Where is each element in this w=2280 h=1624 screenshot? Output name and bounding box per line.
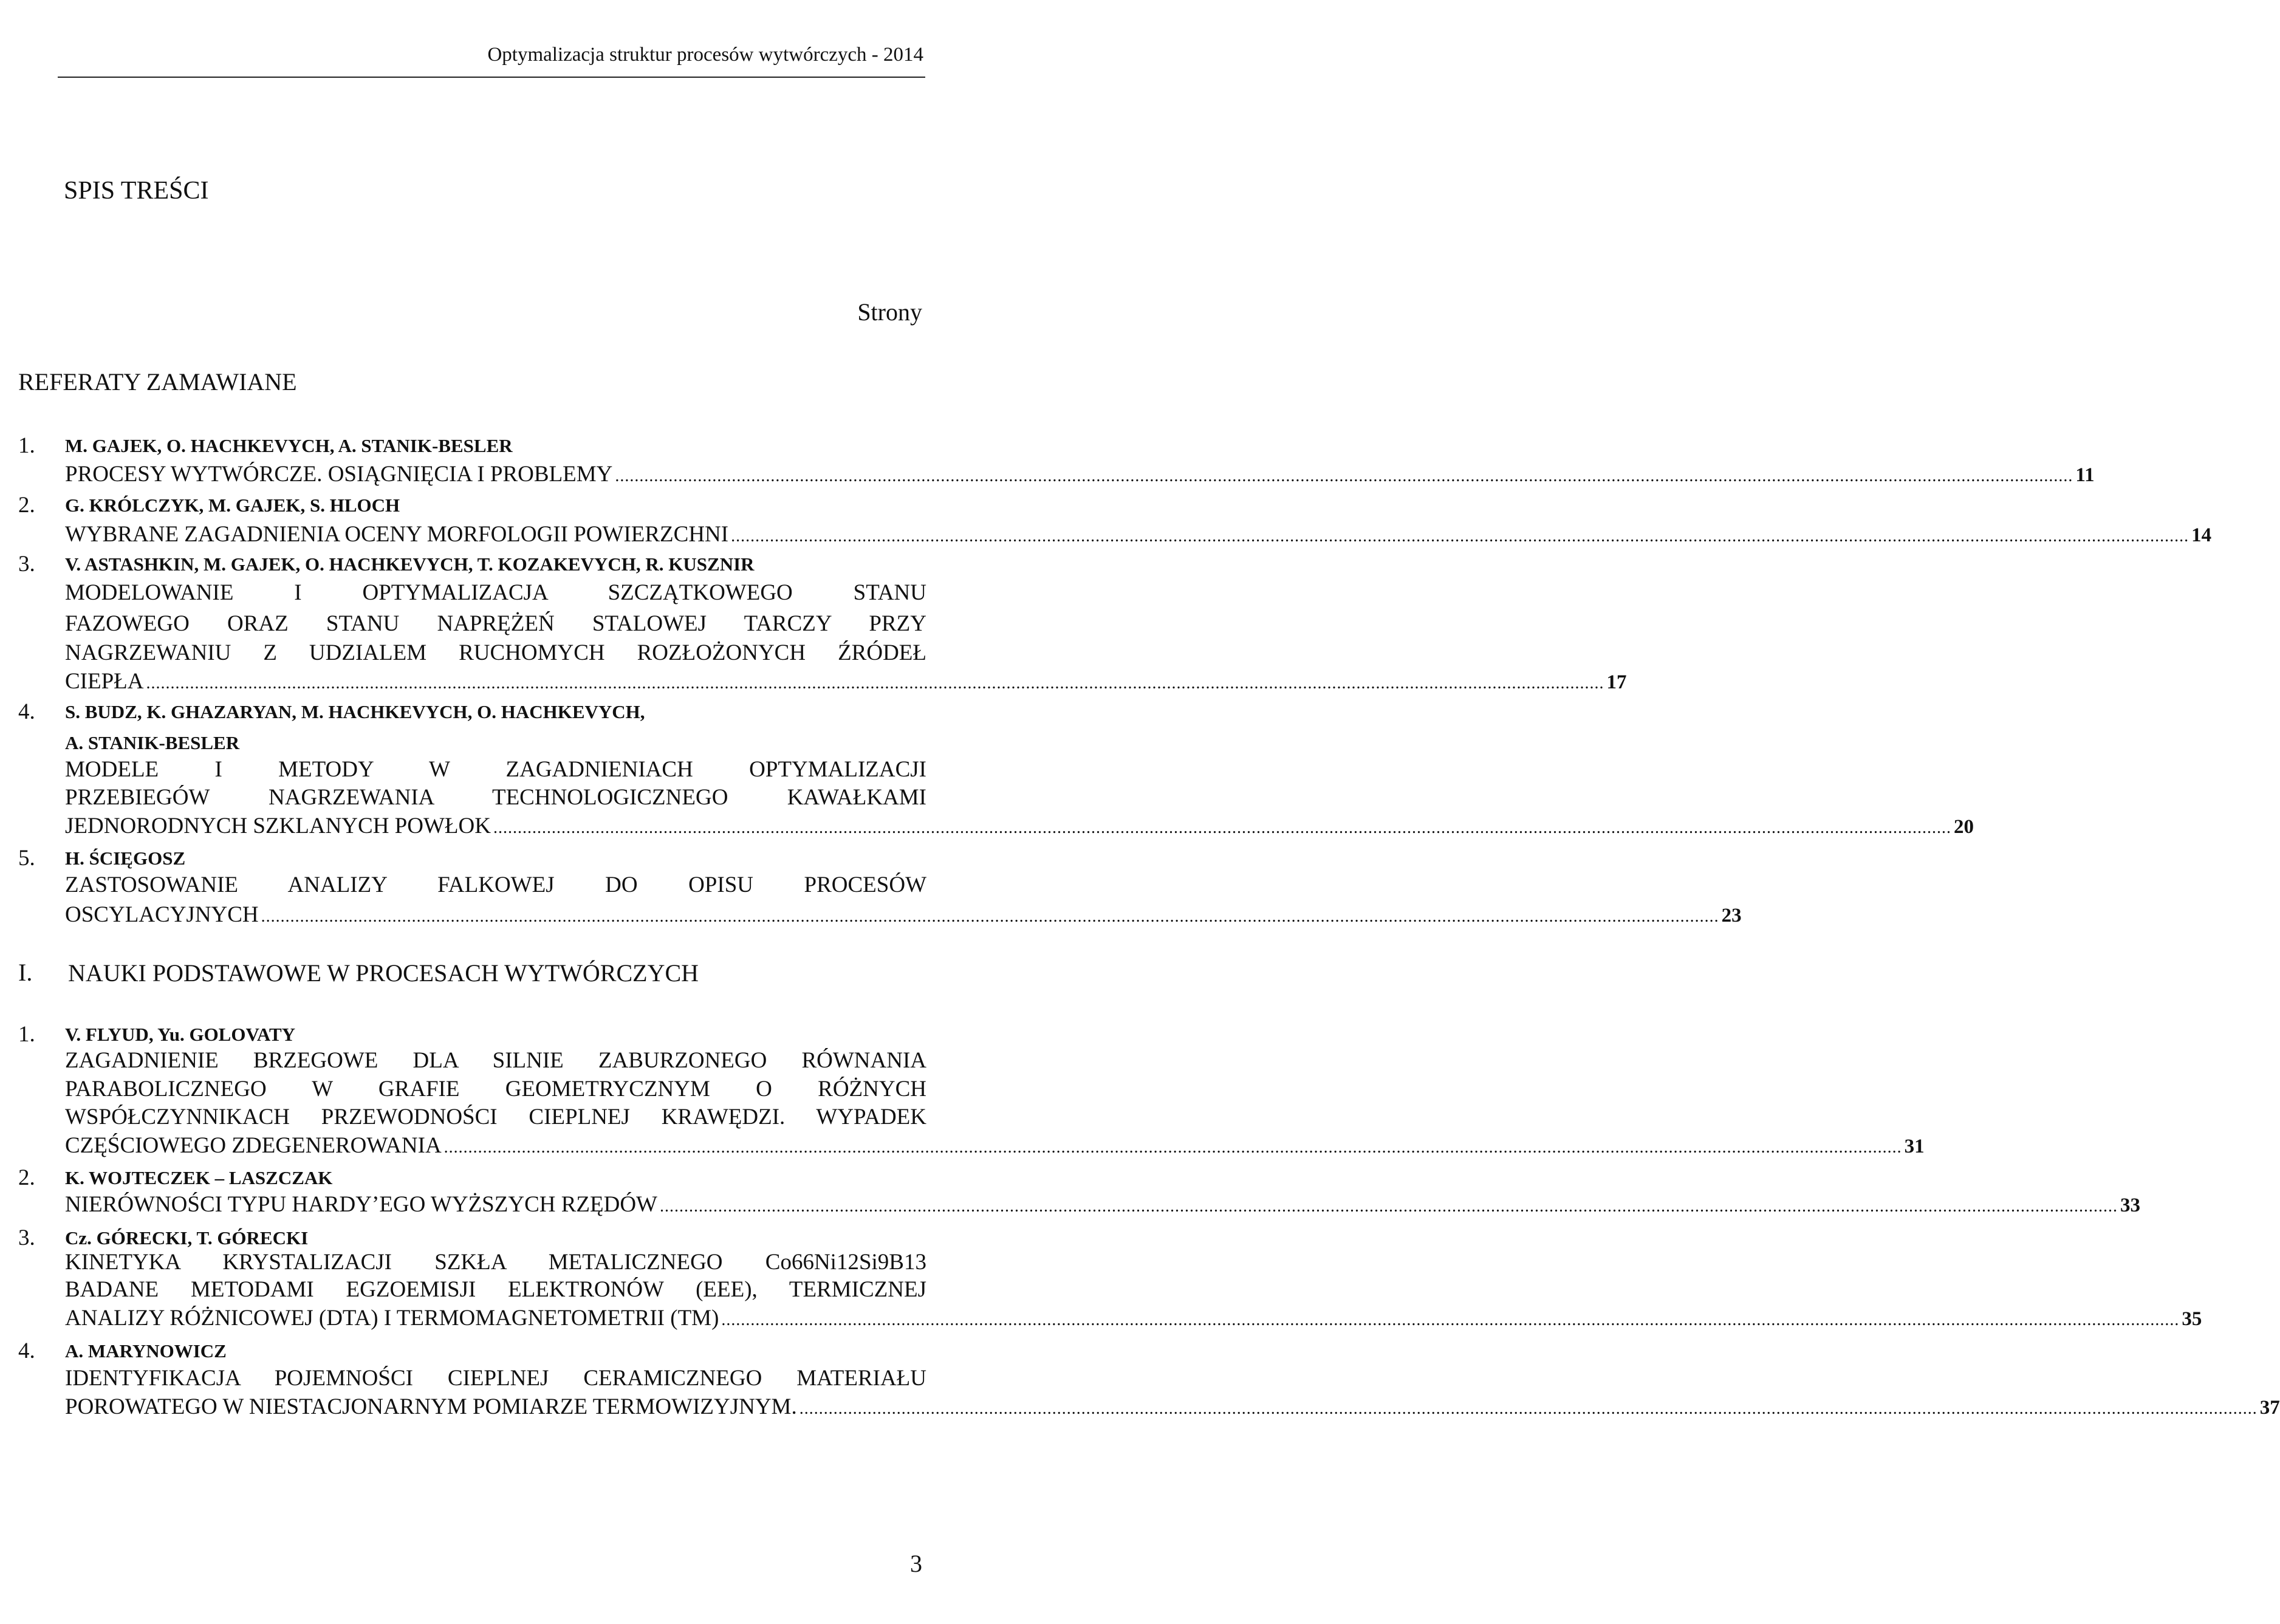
entry-authors: S. BUDZ, K. GHAZARYAN, M. HACHKEVYCH, O. HACHKEVYCH, — [65, 701, 645, 722]
entry-title-text: OSCYLACYJNYCH — [65, 902, 259, 928]
running-head: Optymalizacja struktur procesów wytwórczych - 2014 — [487, 44, 923, 66]
entry-page-link[interactable]: 33 — [2120, 1194, 2140, 1217]
entry-page-link[interactable]: 11 — [2075, 464, 2095, 487]
leader-dots: ............................................................................................................................................................................................................................................................................................................ — [443, 1138, 1902, 1157]
entry-title-text: NIERÓWNOŚCI TYPU HARDY’EGO WYŻSZYCH RZĘDÓW — [65, 1192, 657, 1218]
entry-title-line — [65, 812, 1974, 840]
entry-title-line — [65, 1191, 2140, 1219]
entry-page-link[interactable]: 31 — [1904, 1136, 1925, 1158]
pages-column-label: Strony — [857, 298, 922, 326]
entry-number: 3. — [18, 1225, 35, 1250]
entry-title-line: PARABOLICZNEGO W GRAFIE GEOMETRYCZNYM O RÓŻNYCH — [65, 1077, 926, 1102]
entry-title-line: FAZOWEGO ORAZ STANU NAPRĘŻEŃ STALOWEJ TARCZY PRZY — [65, 611, 926, 637]
entry-title-line: KINETYKA KRYSTALIZACJI SZKŁA METALICZNEGO Co66Ni12Si9B13 — [65, 1250, 926, 1275]
entry-title-line — [65, 901, 1742, 929]
entry-title-line: IDENTYFIKACJA POJEMNOŚCI CIEPLNEJ CERAMICZNEGO MATERIAŁU — [65, 1365, 926, 1391]
entry-page-link[interactable]: 17 — [1606, 671, 1627, 694]
entry-title-text: ANALIZY RÓŻNICOWEJ (DTA) I TERMOMAGNETOMETRII (TM) — [65, 1306, 719, 1331]
section-number: I. — [18, 959, 33, 987]
leader-dots: ............................................................................................................................................................................................................................................................................................................ — [799, 1399, 2258, 1419]
leader-dots: ............................................................................................................................................................................................................................................................................................................ — [721, 1311, 2180, 1330]
entry-title-text: WYBRANE ZAGADNIENIA OCENY MORFOLOGII POWIERZCHNI — [65, 521, 729, 547]
leader-dots: ............................................................................................................................................................................................................................................................................................................ — [615, 467, 2073, 486]
entry-number: 5. — [18, 845, 35, 871]
entry-title-text: JEDNORODNYCH SZKLANYCH POWŁOK — [65, 814, 491, 839]
entry-page-link[interactable]: 37 — [2259, 1397, 2280, 1419]
entry-title-line — [65, 461, 2095, 488]
entry-authors: K. WOJTECZEK – LASZCZAK — [65, 1167, 333, 1189]
entry-title-line — [65, 1393, 2280, 1421]
section-heading: NAUKI PODSTAWOWE W PROCESACH WYTWÓRCZYCH — [68, 959, 699, 987]
leader-dots: ............................................................................................................................................................................................................................................................................................................ — [493, 818, 1951, 838]
entry-number: 4. — [18, 1338, 35, 1364]
entry-page-link[interactable]: 14 — [2191, 524, 2212, 546]
entry-title-line: ZAGADNIENIE BRZEGOWE DLA SILNIE ZABURZONEGO RÓWNANIA — [65, 1047, 926, 1073]
leader-dots: ............................................................................................................................................................................................................................................................................................................ — [146, 674, 1604, 693]
entry-title-text: CIEPŁA — [65, 669, 144, 694]
entry-authors: A. STANIK-BESLER — [65, 731, 240, 753]
entry-page-link[interactable]: 20 — [1953, 816, 1974, 838]
entry-number: 2. — [18, 1165, 35, 1191]
section-heading: REFERATY ZAMAWIANE — [18, 368, 297, 396]
entry-title-line: MODELE I METODY W ZAGADNIENIACH OPTYMALIZACJI — [65, 756, 926, 782]
entry-number: 1. — [18, 1022, 35, 1047]
entry-page-link[interactable]: 35 — [2182, 1308, 2202, 1331]
leader-dots: ............................................................................................................................................................................................................................................................................................................ — [261, 907, 1719, 927]
entry-title-line: ZASTOSOWANIE ANALIZY FALKOWEJ DO OPISU PROCESÓW — [65, 872, 926, 897]
entry-title-line: NAGRZEWANIU Z UDZIALEM RUCHOMYCH ROZŁOŻONYCH ŹRÓDEŁ — [65, 640, 926, 665]
toc-title: SPIS TREŚCI — [64, 177, 209, 205]
entry-title-line — [65, 1304, 2202, 1332]
entry-title-line: WSPÓŁCZYNNIKACH PRZEWODNOŚCI CIEPLNEJ KRAWĘDZI. WYPADEK — [65, 1104, 926, 1129]
entry-title-text: POROWATEGO W NIESTACJONARNYM POMIARZE TERMOWIZYJNYM. — [65, 1394, 797, 1420]
entry-title-line — [65, 1132, 1925, 1160]
entry-number: 2. — [18, 493, 35, 518]
entry-authors: M. GAJEK, O. HACHKEVYCH, A. STANIK-BESLER — [65, 434, 513, 456]
entry-number: 3. — [18, 551, 35, 577]
entry-title-text: CZĘŚCIOWEGO ZDEGENEROWANIA — [65, 1133, 442, 1159]
entry-authors: Cz. GÓRECKI, T. GÓRECKI — [65, 1227, 309, 1249]
header-rule — [58, 77, 925, 78]
entry-authors: V. FLYUD, Yu. GOLOVATY — [65, 1024, 296, 1046]
entry-number: 4. — [18, 699, 35, 724]
entry-authors: H. ŚCIĘGOSZ — [65, 847, 186, 869]
entry-title-line: MODELOWANIE I OPTYMALIZACJA SZCZĄTKOWEGO STANU — [65, 580, 926, 606]
entry-page-link[interactable]: 23 — [1721, 905, 1742, 927]
entry-title-line — [65, 668, 1627, 696]
entry-title-line: PRZEBIEGÓW NAGRZEWANIA TECHNOLOGICZNEGO KAWAŁKAMI — [65, 784, 926, 810]
entry-title-line: BADANE METODAMI EGZOEMISJI ELEKTRONÓW (EEE), TERMICZNEJ — [65, 1276, 926, 1302]
leader-dots: ............................................................................................................................................................................................................................................................................................................ — [731, 526, 2189, 546]
entry-authors: A. MARYNOWICZ — [65, 1340, 227, 1362]
entry-title-text: PROCESY WYTWÓRCZE. OSIĄGNIĘCIA I PROBLEMY — [65, 462, 613, 487]
entry-authors: G. KRÓLCZYK, M. GAJEK, S. HLOCH — [65, 495, 400, 516]
entry-number: 1. — [18, 433, 35, 458]
entry-title-line — [65, 521, 2212, 549]
page-number: 3 — [910, 1550, 922, 1577]
entry-authors: V. ASTASHKIN, M. GAJEK, O. HACHKEVYCH, T. KOZAKEVYCH, R. KUSZNIR — [65, 553, 755, 575]
leader-dots: ............................................................................................................................................................................................................................................................................................................ — [659, 1197, 2118, 1216]
